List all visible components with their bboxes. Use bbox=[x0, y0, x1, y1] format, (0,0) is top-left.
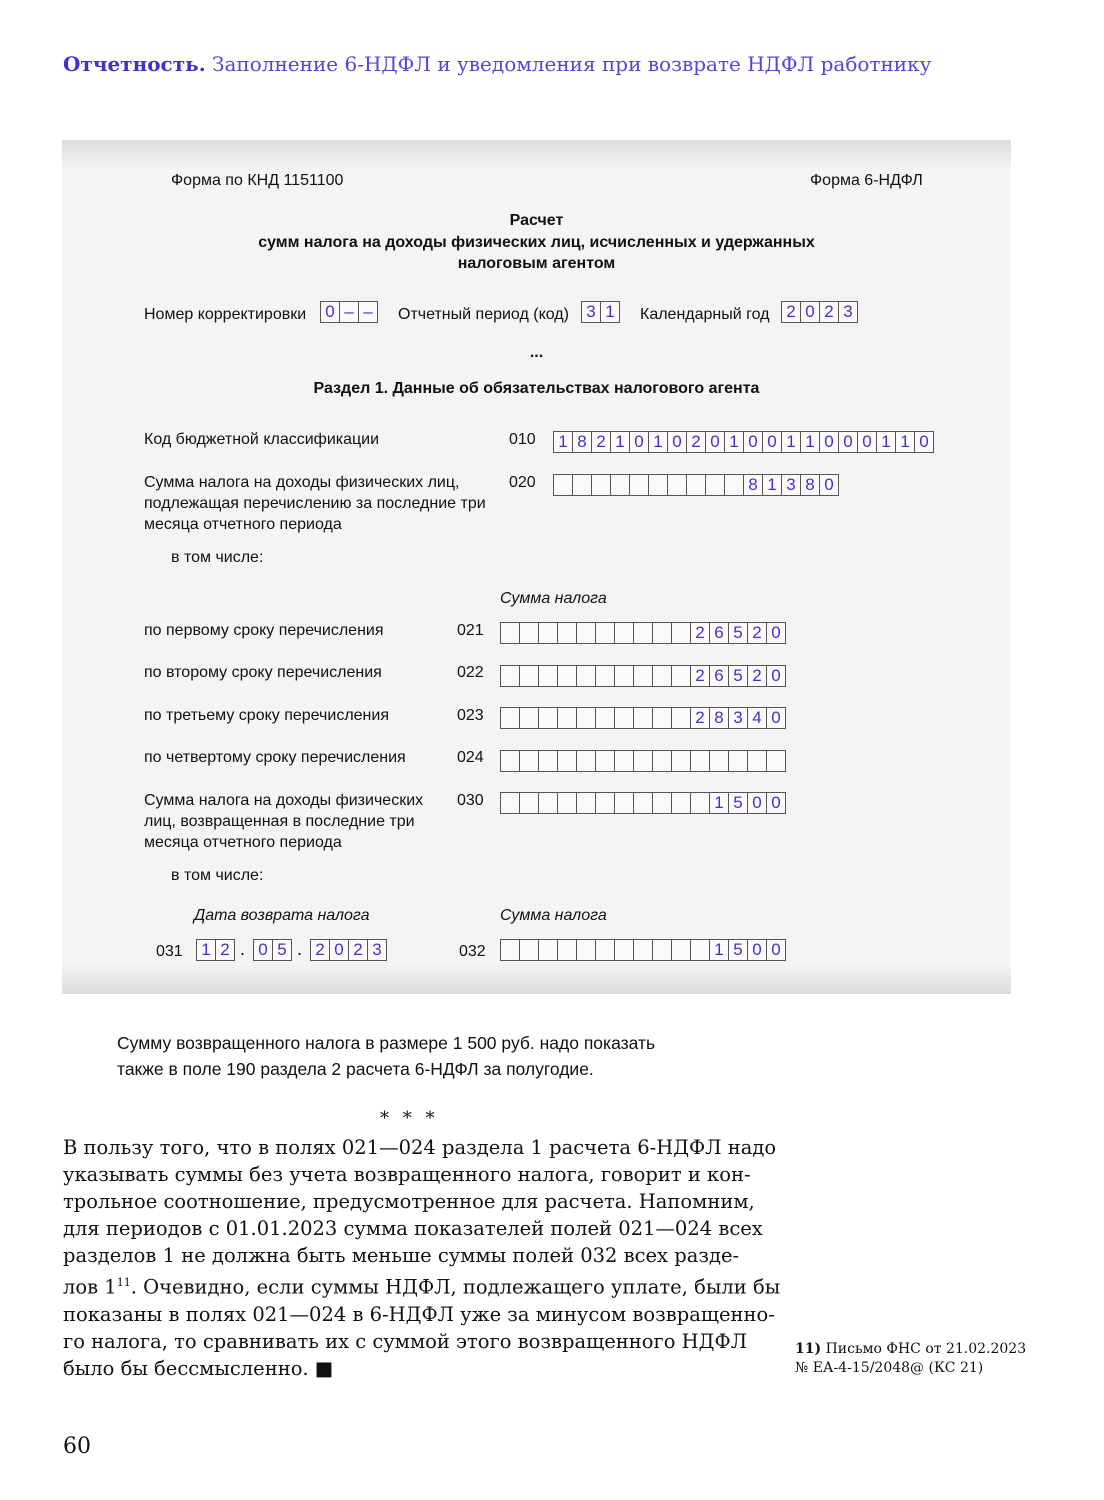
form-cell[interactable] bbox=[557, 750, 577, 772]
form-cell[interactable]: 1 bbox=[610, 431, 630, 453]
f022-cells[interactable] bbox=[500, 665, 785, 687]
caption-line-2: также в поле 190 раздела 2 расчета 6-НДФЛ за полугодие. bbox=[117, 1059, 594, 1079]
header-section: Отчетность. bbox=[63, 52, 206, 76]
form-cell[interactable] bbox=[538, 622, 558, 644]
form-cell[interactable] bbox=[724, 474, 744, 496]
form-title-3: налоговым агентом bbox=[457, 255, 616, 272]
form-cell[interactable]: 1 bbox=[800, 431, 820, 453]
form-cell[interactable] bbox=[633, 792, 653, 814]
form-cell[interactable]: 2 bbox=[747, 622, 767, 644]
f023-label: по третьему сроку перечисления bbox=[144, 707, 389, 724]
form-cell[interactable] bbox=[614, 750, 634, 772]
form-cell[interactable] bbox=[671, 622, 691, 644]
form-cell[interactable]: 1 bbox=[781, 431, 801, 453]
form-cell[interactable]: 0 bbox=[766, 792, 786, 814]
form-cell[interactable]: 2 bbox=[690, 707, 710, 729]
form-cell[interactable]: 0 bbox=[838, 431, 858, 453]
form-cell[interactable] bbox=[595, 750, 615, 772]
f024-cells[interactable] bbox=[500, 750, 785, 772]
form-cell[interactable] bbox=[500, 665, 520, 687]
form-cell[interactable]: 1 bbox=[895, 431, 915, 453]
form-cell[interactable]: 4 bbox=[747, 707, 767, 729]
panel-bottom-edge bbox=[62, 964, 1011, 994]
return-date-header: Дата возврата налога bbox=[194, 907, 370, 924]
form-cell[interactable] bbox=[557, 622, 577, 644]
f030-cells[interactable] bbox=[500, 792, 785, 814]
form-cell[interactable] bbox=[500, 750, 520, 772]
form-cell[interactable] bbox=[538, 707, 558, 729]
date-sep-1: . bbox=[240, 939, 246, 959]
form-cell[interactable] bbox=[766, 750, 786, 772]
form-cell[interactable] bbox=[671, 707, 691, 729]
including-2: в том числе: bbox=[171, 867, 264, 884]
form-cell[interactable] bbox=[538, 939, 558, 961]
form-cell[interactable]: 6 bbox=[709, 665, 729, 687]
form-cell[interactable] bbox=[652, 939, 672, 961]
form-cell[interactable]: 5 bbox=[272, 939, 292, 961]
form-cell[interactable] bbox=[690, 939, 710, 961]
form-cell[interactable]: 0 bbox=[914, 431, 934, 453]
body-line: го налога, то сравнивать их с суммой этого возвращенного НДФЛ bbox=[63, 1329, 747, 1353]
form-cell[interactable]: – bbox=[339, 301, 359, 323]
f021-code: 021 bbox=[457, 622, 484, 639]
form-cell[interactable]: 0 bbox=[766, 939, 786, 961]
form-cell[interactable] bbox=[652, 665, 672, 687]
f032-cells[interactable] bbox=[500, 939, 785, 961]
form-title-1: Расчет bbox=[509, 212, 564, 229]
body-line: В пользу того, что в полях 021—024 раздела 1 расчета 6-НДФЛ надо bbox=[63, 1136, 777, 1159]
form-cell[interactable] bbox=[519, 750, 539, 772]
form-cell[interactable] bbox=[576, 939, 596, 961]
f031-year-cells[interactable] bbox=[310, 939, 386, 961]
footnote-text-1: Письмо ФНС от 21.02.2023 bbox=[825, 1341, 1027, 1357]
form-cell[interactable] bbox=[500, 939, 520, 961]
panel-top-edge bbox=[62, 140, 1011, 170]
form-cell[interactable]: 2 bbox=[686, 431, 706, 453]
form-cell[interactable]: 0 bbox=[766, 707, 786, 729]
form-6ndfl-panel bbox=[62, 140, 1011, 994]
form-cell[interactable] bbox=[652, 792, 672, 814]
form-cell[interactable]: 8 bbox=[743, 474, 763, 496]
form-cell[interactable]: 0 bbox=[819, 474, 839, 496]
f031-month-cells[interactable] bbox=[253, 939, 291, 961]
section-title: Раздел 1. Данные об обязательствах налогового агента bbox=[313, 380, 760, 397]
form-cell[interactable]: 0 bbox=[766, 622, 786, 644]
form-cell[interactable] bbox=[576, 622, 596, 644]
including-1: в том числе: bbox=[171, 549, 264, 566]
f031-code: 031 bbox=[156, 943, 183, 960]
form-cell[interactable] bbox=[576, 792, 596, 814]
form-cell[interactable] bbox=[500, 707, 520, 729]
form-cell[interactable] bbox=[553, 474, 573, 496]
form-cell[interactable]: 0 bbox=[667, 431, 687, 453]
form-cell[interactable]: 2 bbox=[690, 665, 710, 687]
form-cell[interactable] bbox=[633, 939, 653, 961]
form-cell[interactable] bbox=[728, 750, 748, 772]
form-cell[interactable]: 2 bbox=[348, 939, 368, 961]
footnote-ref[interactable]: 11 bbox=[116, 1276, 131, 1289]
f020-label-3: месяца отчетного периода bbox=[144, 516, 342, 533]
f030-code: 030 bbox=[457, 792, 484, 809]
form-cell[interactable] bbox=[595, 939, 615, 961]
kbk-code: 010 bbox=[509, 431, 536, 448]
form-cell[interactable] bbox=[576, 707, 596, 729]
form-cell[interactable]: 5 bbox=[728, 792, 748, 814]
form-cell[interactable] bbox=[557, 939, 577, 961]
form-cell[interactable] bbox=[633, 665, 653, 687]
form-cell[interactable]: 0 bbox=[766, 665, 786, 687]
ellipsis: ... bbox=[529, 344, 544, 361]
f022-code: 022 bbox=[457, 664, 484, 681]
tax-sum-header-1: Сумма налога bbox=[500, 590, 607, 607]
footnote-text-2: № ЕА-4-15/2048@ (КС 21) bbox=[795, 1360, 984, 1376]
form-cell[interactable]: 2 bbox=[690, 622, 710, 644]
f024-code: 024 bbox=[457, 749, 484, 766]
form-cell[interactable]: 1 bbox=[876, 431, 896, 453]
form-cell[interactable]: 0 bbox=[800, 301, 820, 323]
form-cell[interactable] bbox=[595, 792, 615, 814]
form-cell[interactable]: 5 bbox=[728, 939, 748, 961]
form-cell[interactable]: 1 bbox=[600, 301, 620, 323]
form-title-2: сумм налога на доходы физических лиц, исчисленных и удержанных bbox=[258, 234, 815, 251]
period-cells[interactable] bbox=[581, 301, 619, 323]
form-cell[interactable] bbox=[610, 474, 630, 496]
form-cell[interactable]: 2 bbox=[310, 939, 330, 961]
form-cell[interactable] bbox=[671, 665, 691, 687]
f021-cells[interactable] bbox=[500, 622, 785, 644]
form-cell[interactable]: 0 bbox=[629, 431, 649, 453]
form-cell[interactable]: 1 bbox=[648, 431, 668, 453]
f021-label: по первому сроку перечисления bbox=[144, 622, 384, 639]
form-cell[interactable] bbox=[519, 665, 539, 687]
form-cell[interactable]: 0 bbox=[320, 301, 340, 323]
body-line: трольное соотношение, предусмотренное для расчета. Напомним, bbox=[63, 1190, 755, 1213]
form-cell[interactable] bbox=[652, 750, 672, 772]
f031-day-cells[interactable] bbox=[196, 939, 234, 961]
form-knd: Форма по КНД 1151100 bbox=[171, 172, 344, 189]
form-cell[interactable] bbox=[705, 474, 725, 496]
form-cell[interactable] bbox=[557, 792, 577, 814]
footnote-number: 11) bbox=[795, 1341, 822, 1357]
period-label: Отчетный период (код) bbox=[398, 306, 569, 323]
form-cell[interactable]: 2 bbox=[781, 301, 801, 323]
form-cell[interactable]: 0 bbox=[857, 431, 877, 453]
body-line: показаны в полях 021—024 в 6-НДФЛ уже за минусом возвращенно- bbox=[63, 1302, 775, 1326]
form-cell[interactable] bbox=[690, 750, 710, 772]
form-cell[interactable]: 0 bbox=[747, 939, 767, 961]
form-cell[interactable]: 3 bbox=[781, 474, 801, 496]
form-cell[interactable] bbox=[633, 622, 653, 644]
body-line bbox=[63, 1269, 781, 1301]
correction-label: Номер корректировки bbox=[144, 306, 307, 323]
form-cell[interactable]: 0 bbox=[819, 431, 839, 453]
form-cell[interactable] bbox=[747, 750, 767, 772]
form-cell[interactable] bbox=[595, 622, 615, 644]
form-cell[interactable]: 2 bbox=[819, 301, 839, 323]
form-cell[interactable] bbox=[519, 707, 539, 729]
f022-label: по второму сроку перечисления bbox=[144, 664, 382, 681]
f020-code: 020 bbox=[509, 474, 536, 491]
form-cell[interactable] bbox=[614, 939, 634, 961]
form-name: Форма 6-НДФЛ bbox=[810, 172, 923, 189]
form-cell[interactable] bbox=[538, 665, 558, 687]
form-cell[interactable] bbox=[686, 474, 706, 496]
form-cell[interactable]: 2 bbox=[591, 431, 611, 453]
form-cell[interactable]: 0 bbox=[705, 431, 725, 453]
caption-line-1: Сумму возвращенного налога в размере 1 500 руб. надо показать bbox=[117, 1033, 656, 1053]
form-cell[interactable] bbox=[538, 792, 558, 814]
form-cell[interactable] bbox=[519, 939, 539, 961]
form-cell[interactable]: 0 bbox=[747, 792, 767, 814]
form-cell[interactable]: 2 bbox=[215, 939, 235, 961]
footnote-line-1 bbox=[795, 1340, 1026, 1359]
form-cell[interactable]: 1 bbox=[709, 939, 729, 961]
form-cell[interactable] bbox=[557, 665, 577, 687]
f023-code: 023 bbox=[457, 707, 484, 724]
f030-label-2: лиц, возвращенная в последние три bbox=[144, 813, 415, 830]
form-cell[interactable]: 2 bbox=[747, 665, 767, 687]
form-cell[interactable]: 0 bbox=[329, 939, 349, 961]
form-cell[interactable]: 3 bbox=[838, 301, 858, 323]
f020-label-1: Сумма налога на доходы физических лиц, bbox=[144, 474, 460, 491]
form-cell[interactable]: 0 bbox=[743, 431, 763, 453]
form-cell[interactable]: 0 bbox=[762, 431, 782, 453]
body-paragraph bbox=[63, 1134, 781, 1382]
form-cell[interactable]: 3 bbox=[728, 707, 748, 729]
form-cell[interactable] bbox=[667, 474, 687, 496]
f030-label-1: Сумма налога на доходы физических bbox=[144, 792, 424, 809]
form-cell[interactable]: 1 bbox=[196, 939, 216, 961]
form-cell[interactable] bbox=[576, 665, 596, 687]
body-text-fragment: . Очевидно, если суммы НДФЛ, подлежащего уплате, были бы bbox=[130, 1275, 781, 1299]
form-cell[interactable] bbox=[595, 707, 615, 729]
form-cell[interactable] bbox=[519, 622, 539, 644]
f024-label: по четвертому сроку перечисления bbox=[144, 749, 406, 766]
body-line: указывать суммы без учета возвращенного налога, говорит и кон- bbox=[63, 1163, 751, 1186]
form-cell[interactable] bbox=[557, 707, 577, 729]
form-cell[interactable]: 1 bbox=[724, 431, 744, 453]
form-cell[interactable]: 8 bbox=[800, 474, 820, 496]
f030-label-3: месяца отчетного периода bbox=[144, 834, 342, 851]
form-cell[interactable] bbox=[690, 792, 710, 814]
form-cell[interactable] bbox=[629, 474, 649, 496]
form-cell[interactable]: 1 bbox=[762, 474, 782, 496]
form-cell[interactable] bbox=[648, 474, 668, 496]
page-number: 60 bbox=[63, 1434, 91, 1459]
form-cell[interactable] bbox=[614, 622, 634, 644]
form-cell[interactable]: 1 bbox=[709, 792, 729, 814]
form-cell[interactable] bbox=[671, 939, 691, 961]
f020-label-2: подлежащая перечислению за последние три bbox=[144, 495, 486, 512]
form-cell[interactable]: 8 bbox=[572, 431, 592, 453]
header-title: Заполнение 6-НДФЛ и уведомления при возврате НДФЛ работнику bbox=[212, 52, 932, 76]
form-cell[interactable] bbox=[614, 792, 634, 814]
body-line: было бы бессмысленно. ■ bbox=[63, 1356, 334, 1380]
form-cell[interactable] bbox=[652, 622, 672, 644]
form-caption bbox=[117, 1030, 655, 1082]
form-cell[interactable]: 3 bbox=[367, 939, 387, 961]
form-cell[interactable] bbox=[671, 792, 691, 814]
form-cell[interactable]: 3 bbox=[581, 301, 601, 323]
body-line: разделов 1 не должна быть меньше суммы полей 032 всех разде- bbox=[63, 1244, 740, 1267]
form-cell[interactable] bbox=[614, 707, 634, 729]
form-cell[interactable]: 1 bbox=[553, 431, 573, 453]
f020-cells[interactable] bbox=[553, 474, 838, 496]
form-cell[interactable] bbox=[633, 750, 653, 772]
form-cell[interactable] bbox=[709, 750, 729, 772]
form-cell[interactable]: 0 bbox=[253, 939, 273, 961]
body-text-fragment: лов 1 bbox=[63, 1275, 117, 1299]
form-cell[interactable] bbox=[595, 665, 615, 687]
form-cell[interactable] bbox=[576, 750, 596, 772]
footnote bbox=[795, 1340, 1026, 1378]
form-cell[interactable] bbox=[614, 665, 634, 687]
form-cell[interactable] bbox=[500, 792, 520, 814]
form-cell[interactable]: 5 bbox=[728, 622, 748, 644]
form-cell[interactable] bbox=[652, 707, 672, 729]
form-cell[interactable] bbox=[500, 622, 520, 644]
kbk-label: Код бюджетной классификации bbox=[144, 431, 380, 448]
correction-cells[interactable] bbox=[320, 301, 377, 323]
separator: * * * bbox=[380, 1108, 439, 1129]
form-cell[interactable]: 5 bbox=[728, 665, 748, 687]
form-cell[interactable] bbox=[591, 474, 611, 496]
form-cell[interactable] bbox=[538, 750, 558, 772]
kbk-cells[interactable] bbox=[553, 431, 933, 453]
form-cell[interactable] bbox=[671, 750, 691, 772]
date-sep-2: . bbox=[297, 939, 303, 959]
f023-cells[interactable] bbox=[500, 707, 785, 729]
form-cell[interactable] bbox=[572, 474, 592, 496]
body-line: для периодов с 01.01.2023 сумма показателей полей 021—024 всех bbox=[63, 1217, 763, 1240]
year-cells[interactable] bbox=[781, 301, 857, 323]
f032-code: 032 bbox=[459, 943, 486, 960]
year-label: Календарный год bbox=[640, 306, 770, 323]
tax-sum-header-2: Сумма налога bbox=[500, 907, 607, 924]
form-cell[interactable]: 6 bbox=[709, 622, 729, 644]
form-cell[interactable]: – bbox=[358, 301, 378, 323]
form-cell[interactable]: 8 bbox=[709, 707, 729, 729]
form-cell[interactable] bbox=[519, 792, 539, 814]
form-cell[interactable] bbox=[633, 707, 653, 729]
running-header bbox=[63, 52, 931, 76]
